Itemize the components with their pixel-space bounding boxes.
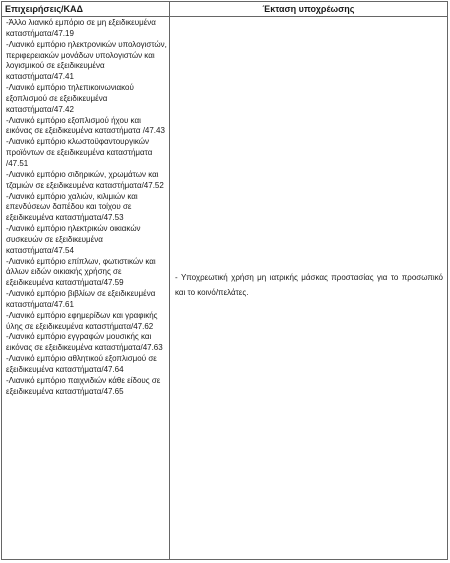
- businesses-cell: [2, 17, 170, 559]
- business-entry: -Λιανικό εμπόριο εγγραφών μουσικής και εικόνας σε εξειδικευμένα καταστήματα/47.63: [6, 332, 163, 353]
- business-entry: -Λιανικό εμπόριο αθλητικού εξοπλισμού σε εξειδικευμένα καταστήματα/47.64: [6, 354, 157, 374]
- business-entry: -Άλλο λιανικό εμπόριο σε μη εξειδικευμένα καταστήματα/47.19: [6, 18, 156, 38]
- header-businesses: Επιχειρήσεις/ΚΑΔ: [2, 2, 170, 16]
- business-entry: -Λιανικό εμπόριο κλωστοϋφαντουργικών προϊόντων σε εξειδικευμένα καταστήματα /47.51: [6, 137, 153, 168]
- business-entry: -Λιανικό εμπόριο εφημερίδων και γραφικής ύλης σε εξειδικευμένα καταστήματα/47.62: [6, 310, 158, 331]
- business-entry: -Λιανικό εμπόριο εξοπλισμού ήχου και εικόνας σε εξειδικευμένα καταστήματα /47.43: [6, 115, 165, 136]
- table-header-row: [2, 2, 447, 17]
- table-body-row: [2, 17, 447, 559]
- business-entry: -Λιανικό εμπόριο παιχνιδιών κάθε είδους σε εξειδικευμένα καταστήματα/47.65: [6, 375, 161, 396]
- business-entry: -Λιανικό εμπόριο τηλεπικοινωνιακού εξοπλισμού σε εξειδικευμένα καταστήματα/47.42: [6, 83, 134, 114]
- business-entry: -Λιανικό εμπόριο ηλεκτρονικών υπολογιστών, περιφερειακών μονάδων υπολογιστών και λογισμικού σε εξειδικευμένα καταστήματα/47.41: [6, 39, 167, 82]
- obligations-table: [1, 1, 448, 560]
- header-obligation-scope: Έκταση υποχρέωσης: [262, 4, 355, 14]
- obligation-text: - Υποχρεωτική χρήση μη ιατρικής μάσκας προστασίας για το προσωπικό και το κοινό/πελάτες.: [175, 273, 443, 297]
- business-entry: -Λιανικό εμπόριο σιδηρικών, χρωμάτων και τζαμιών σε εξειδικευμένα καταστήματα/47.52: [6, 169, 164, 190]
- business-entry: -Λιανικό εμπόριο βιβλίων σε εξειδικευμένα καταστήματα/47.61: [6, 289, 156, 309]
- business-entry: -Λιανικό εμπόριο χαλιών, κιλιμιών και επενδύσεων δαπέδου και τοίχου σε εξειδικευμένα καταστήματα/47.53: [6, 191, 138, 223]
- business-entry: -Λιανικό εμπόριο ηλεκτρικών οικιακών συσκευών σε εξειδικευμένα καταστήματα/47.54: [6, 224, 141, 255]
- obligation-cell: [170, 17, 447, 559]
- business-entry: -Λιανικό εμπόριο επίπλων, φωτιστικών και άλλων ειδών οικιακής χρήσης σε εξειδικευμένα καταστήματα/47.59: [6, 256, 156, 288]
